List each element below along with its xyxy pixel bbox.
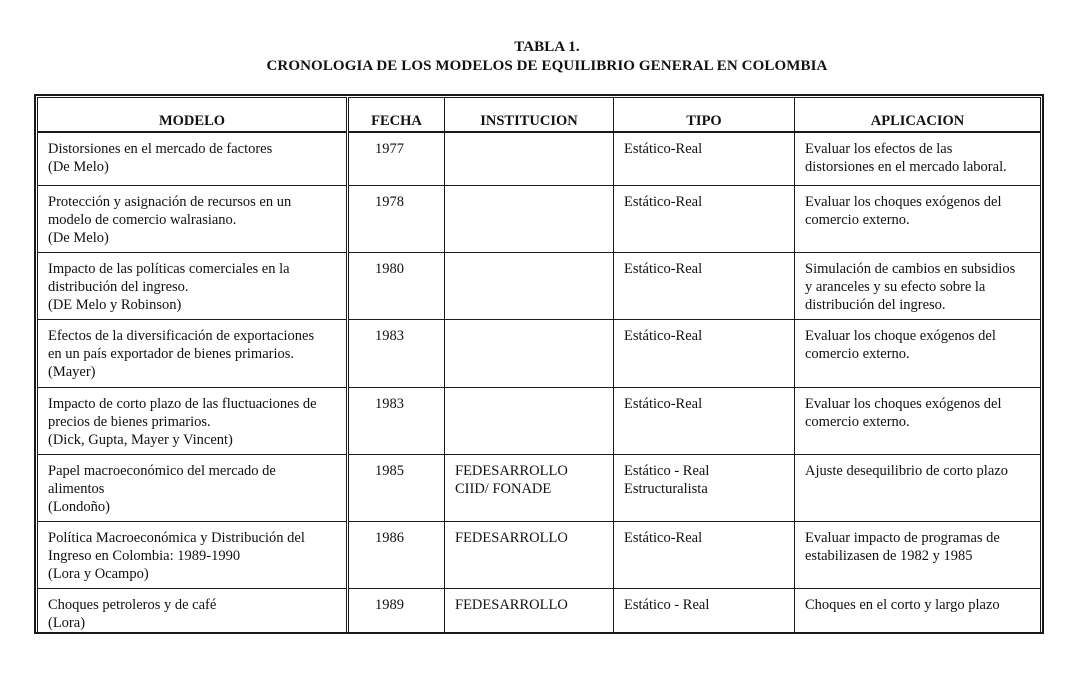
table-row [38, 132, 1041, 186]
modelo-line: (De Melo) [48, 230, 109, 246]
cell-institucion [445, 132, 614, 186]
tipo-line: Estático-Real [624, 328, 703, 344]
fecha-value: 1989 [375, 597, 404, 613]
cell-tipo [614, 132, 795, 186]
cell-tipo [614, 589, 795, 633]
modelo-line: Distorsiones en el mercado de factores [48, 141, 273, 157]
institucion-line: CIID/ FONADE [455, 481, 552, 497]
cell-institucion [445, 388, 614, 455]
tipo-line: Estático-Real [624, 530, 703, 546]
cell-tipo [614, 186, 795, 253]
modelo-line: Política Macroeconómica y Distribución del [48, 530, 305, 546]
table-row [38, 589, 1041, 633]
tipo-line: Estático - Real [624, 463, 710, 479]
cell-tipo [614, 253, 795, 320]
header-aplicacion: APLICACION [795, 98, 1041, 133]
cell-modelo [38, 186, 348, 253]
cell-institucion [445, 320, 614, 388]
table-row [38, 253, 1041, 320]
institucion-line: FEDESARROLLO [455, 597, 568, 613]
cell-tipo [614, 455, 795, 522]
aplicacion-line: estabilizasen de 1982 y 1985 [805, 548, 973, 564]
modelo-line: (Lora y Ocampo) [48, 566, 149, 582]
cell-aplicacion [795, 132, 1041, 186]
modelo-line: (Dick, Gupta, Mayer y Vincent) [48, 432, 233, 448]
tipo-line: Estático-Real [624, 396, 703, 412]
fecha-value: 1983 [375, 328, 404, 344]
tipo-line: Estático-Real [624, 261, 703, 277]
aplicacion-line: Evaluar los choque exógenos del [805, 328, 996, 344]
cell-modelo [38, 455, 348, 522]
cell-institucion [445, 522, 614, 589]
fecha-value: 1978 [375, 194, 404, 210]
modelo-line: modelo de comercio walrasiano. [48, 212, 237, 228]
aplicacion-line: Evaluar impacto de programas de [805, 530, 1000, 546]
fecha-value: 1986 [375, 530, 404, 546]
tipo-line: Estático-Real [624, 141, 703, 157]
aplicacion-line: Evaluar los choques exógenos del [805, 194, 1002, 210]
aplicacion-line: distorsiones en el mercado laboral. [805, 159, 1007, 175]
table-title [0, 38, 1077, 76]
cell-modelo [38, 132, 348, 186]
aplicacion-line: y aranceles y su efecto sobre la [805, 279, 986, 295]
cell-fecha [348, 589, 445, 633]
header-modelo: MODELO [38, 98, 348, 133]
tipo-line: Estructuralista [624, 481, 708, 497]
aplicacion-line: Ajuste desequilibrio de corto plazo [805, 463, 1008, 479]
cell-aplicacion [795, 253, 1041, 320]
cell-institucion [445, 455, 614, 522]
aplicacion-line: comercio externo. [805, 414, 910, 430]
modelo-line: (DE Melo y Robinson) [48, 297, 182, 313]
modelo-line: Choques petroleros y de café [48, 597, 217, 613]
aplicacion-line: comercio externo. [805, 212, 910, 228]
modelo-line: (De Melo) [48, 159, 109, 175]
cell-fecha [348, 253, 445, 320]
aplicacion-line: Evaluar los choques exógenos del [805, 396, 1002, 412]
header-institucion: INSTITUCION [445, 98, 614, 133]
table-body [38, 132, 1041, 633]
cell-institucion [445, 186, 614, 253]
cell-tipo [614, 388, 795, 455]
cell-fecha [348, 388, 445, 455]
table-row [38, 320, 1041, 388]
title-line-1: TABLA 1. [514, 39, 580, 55]
table-row [38, 186, 1041, 253]
cell-fecha [348, 186, 445, 253]
cell-aplicacion [795, 388, 1041, 455]
fecha-value: 1980 [375, 261, 404, 277]
header-tipo: TIPO [614, 98, 795, 133]
institucion-line: FEDESARROLLO [455, 463, 568, 479]
aplicacion-line: comercio externo. [805, 346, 910, 362]
modelo-line: Protección y asignación de recursos en un [48, 194, 292, 210]
cell-institucion [445, 589, 614, 633]
header-row [38, 98, 1041, 133]
cell-fecha [348, 320, 445, 388]
tipo-line: Estático-Real [624, 194, 703, 210]
cell-aplicacion [795, 455, 1041, 522]
table-row [38, 388, 1041, 455]
modelo-line: (Mayer) [48, 364, 96, 380]
cell-modelo [38, 253, 348, 320]
modelo-line: (Lora) [48, 615, 86, 631]
title-line-2: CRONOLOGIA DE LOS MODELOS DE EQUILIBRIO GENERAL EN COLOMBIA [266, 58, 828, 74]
modelo-line: (Londoño) [48, 499, 111, 515]
tipo-line: Estático - Real [624, 597, 710, 613]
modelo-line: distribución del ingreso. [48, 279, 189, 295]
cell-fecha [348, 132, 445, 186]
aplicacion-line: Evaluar los efectos de las [805, 141, 953, 157]
cell-modelo [38, 522, 348, 589]
aplicacion-line: Choques en el corto y largo plazo [805, 597, 1000, 613]
cell-tipo [614, 522, 795, 589]
fecha-value: 1985 [375, 463, 404, 479]
cell-modelo [38, 589, 348, 633]
aplicacion-line: distribución del ingreso. [805, 297, 946, 313]
models-table [37, 97, 1041, 633]
cell-tipo [614, 320, 795, 388]
modelo-line: alimentos [48, 481, 105, 497]
header-fecha: FECHA [348, 98, 445, 133]
table-row [38, 522, 1041, 589]
table-row [38, 455, 1041, 522]
institucion-line: FEDESARROLLO [455, 530, 568, 546]
modelo-line: en un país exportador de bienes primarios. [48, 346, 295, 362]
cell-fecha [348, 522, 445, 589]
cell-aplicacion [795, 320, 1041, 388]
modelo-line: precios de bienes primarios. [48, 414, 211, 430]
modelo-line: Impacto de corto plazo de las fluctuaciones de [48, 396, 317, 412]
modelo-line: Efectos de la diversificación de exportaciones [48, 328, 315, 344]
cell-aplicacion [795, 589, 1041, 633]
modelo-line: Ingreso en Colombia: 1989-1990 [48, 548, 241, 564]
cell-modelo [38, 320, 348, 388]
modelo-line: Impacto de las políticas comerciales en la [48, 261, 290, 277]
cell-modelo [38, 388, 348, 455]
cell-fecha [348, 455, 445, 522]
fecha-value: 1983 [375, 396, 404, 412]
cell-institucion [445, 253, 614, 320]
aplicacion-line: Simulación de cambios en subsidios [805, 261, 1016, 277]
modelo-line: Papel macroeconómico del mercado de [48, 463, 276, 479]
fecha-value: 1977 [375, 141, 404, 157]
cell-aplicacion [795, 522, 1041, 589]
cell-aplicacion [795, 186, 1041, 253]
